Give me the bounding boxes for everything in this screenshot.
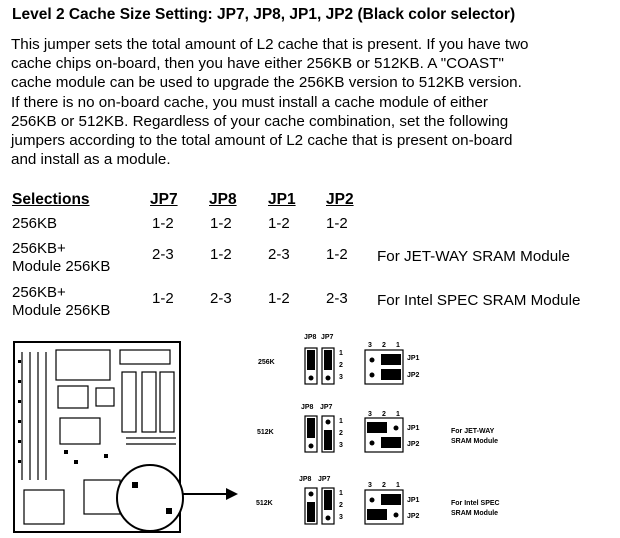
row2-selection-line1: 256KB+ bbox=[12, 240, 66, 257]
row2-note: For JET-WAY SRAM Module bbox=[377, 248, 570, 265]
pin-3: 3 bbox=[368, 482, 372, 489]
description-paragraph bbox=[11, 35, 620, 169]
jp7-label: JP7 bbox=[318, 476, 331, 483]
pin-3: 3 bbox=[368, 342, 372, 349]
config-512k-label: 512K bbox=[257, 429, 274, 436]
jp8-label: JP8 bbox=[301, 404, 314, 411]
jetway-note-line1: For JET-WAY bbox=[451, 428, 495, 435]
side-pin-1: 1 bbox=[339, 350, 343, 357]
jp1-label: JP1 bbox=[407, 497, 420, 504]
side-pin-3: 3 bbox=[339, 442, 343, 449]
header-jp8: JP8 bbox=[209, 191, 237, 208]
pin-3: 3 bbox=[368, 411, 372, 418]
header-jp2: JP2 bbox=[326, 191, 354, 208]
side-pin-2: 2 bbox=[339, 430, 343, 437]
paragraph-line: cache chips on-board, then you have either 256KB or 512KB. A "COAST" bbox=[11, 55, 504, 73]
row1-jp8: 1-2 bbox=[210, 215, 232, 232]
side-pin-2: 2 bbox=[339, 362, 343, 369]
row3-selection-line1: 256KB+ bbox=[12, 284, 66, 301]
pin-2: 2 bbox=[382, 411, 386, 418]
side-pin-1: 1 bbox=[339, 490, 343, 497]
motherboard-diagram bbox=[0, 330, 210, 538]
config-256k-label: 256K bbox=[258, 359, 275, 366]
paragraph-line: cache module can be used to upgrade the 256KB version to 512KB version. bbox=[11, 74, 522, 92]
row2-jp7: 2-3 bbox=[152, 246, 174, 263]
arrow-icon bbox=[180, 486, 240, 502]
pin-2: 2 bbox=[382, 482, 386, 489]
side-pin-3: 3 bbox=[339, 374, 343, 381]
paragraph-line: and install as a module. bbox=[11, 151, 171, 169]
paragraph-line: jumpers according to the total amount of L2 cache that is present on-board bbox=[11, 132, 513, 150]
side-pin-1: 1 bbox=[339, 418, 343, 425]
jetway-note-line2: SRAM Module bbox=[451, 438, 499, 445]
pin-1: 1 bbox=[396, 411, 400, 418]
jp2-label: JP2 bbox=[407, 441, 420, 448]
jp8-label: JP8 bbox=[299, 476, 312, 483]
side-pin-3: 3 bbox=[339, 514, 343, 521]
row3-jp7: 1-2 bbox=[152, 290, 174, 307]
intel-note-line2: SRAM Module bbox=[451, 510, 499, 517]
header-jp7: JP7 bbox=[150, 191, 178, 208]
header-jp1: JP1 bbox=[268, 191, 296, 208]
row3-jp2: 2-3 bbox=[326, 290, 348, 307]
paragraph-line: If there is no on-board cache, you must install a cache module of either bbox=[11, 93, 488, 111]
row2-jp1: 2-3 bbox=[268, 246, 290, 263]
jp2-label: JP2 bbox=[407, 513, 420, 520]
row3-jp8: 2-3 bbox=[210, 290, 232, 307]
pin-2: 2 bbox=[382, 342, 386, 349]
side-pin-2: 2 bbox=[339, 502, 343, 509]
paragraph-line: 256KB or 512KB. Regardless of your cache combination, set the following bbox=[11, 112, 509, 130]
row3-note: For Intel SPEC SRAM Module bbox=[377, 292, 581, 309]
row3-selection-line2: Module 256KB bbox=[12, 302, 111, 319]
header-selections: Selections bbox=[12, 191, 90, 208]
jp8-label: JP8 bbox=[304, 334, 317, 341]
jp7-label: JP7 bbox=[320, 404, 333, 411]
jp1-label: JP1 bbox=[407, 425, 420, 432]
config-512k-intel-label: 512K bbox=[256, 500, 273, 507]
row2-jp8: 1-2 bbox=[210, 246, 232, 263]
row1-selection: 256KB bbox=[12, 215, 58, 232]
jumper-diagrams bbox=[295, 330, 420, 535]
row2-jp2: 1-2 bbox=[326, 246, 348, 263]
pin-1: 1 bbox=[396, 482, 400, 489]
jp7-label: JP7 bbox=[321, 334, 334, 341]
row3-jp1: 1-2 bbox=[268, 290, 290, 307]
row1-jp7: 1-2 bbox=[152, 215, 174, 232]
section-title: Level 2 Cache Size Setting: JP7, JP8, JP1, JP2 (Black color selector) bbox=[12, 6, 516, 23]
pin-1: 1 bbox=[396, 342, 400, 349]
row2-selection-line2: Module 256KB bbox=[12, 258, 111, 275]
row1-jp2: 1-2 bbox=[326, 215, 348, 232]
jp1-label: JP1 bbox=[407, 355, 420, 362]
row1-jp1: 1-2 bbox=[268, 215, 290, 232]
jp2-label: JP2 bbox=[407, 372, 420, 379]
intel-note-line1: For Intel SPEC bbox=[451, 500, 500, 507]
paragraph-line: This jumper sets the total amount of L2 cache that is present. If you have two bbox=[11, 36, 529, 53]
